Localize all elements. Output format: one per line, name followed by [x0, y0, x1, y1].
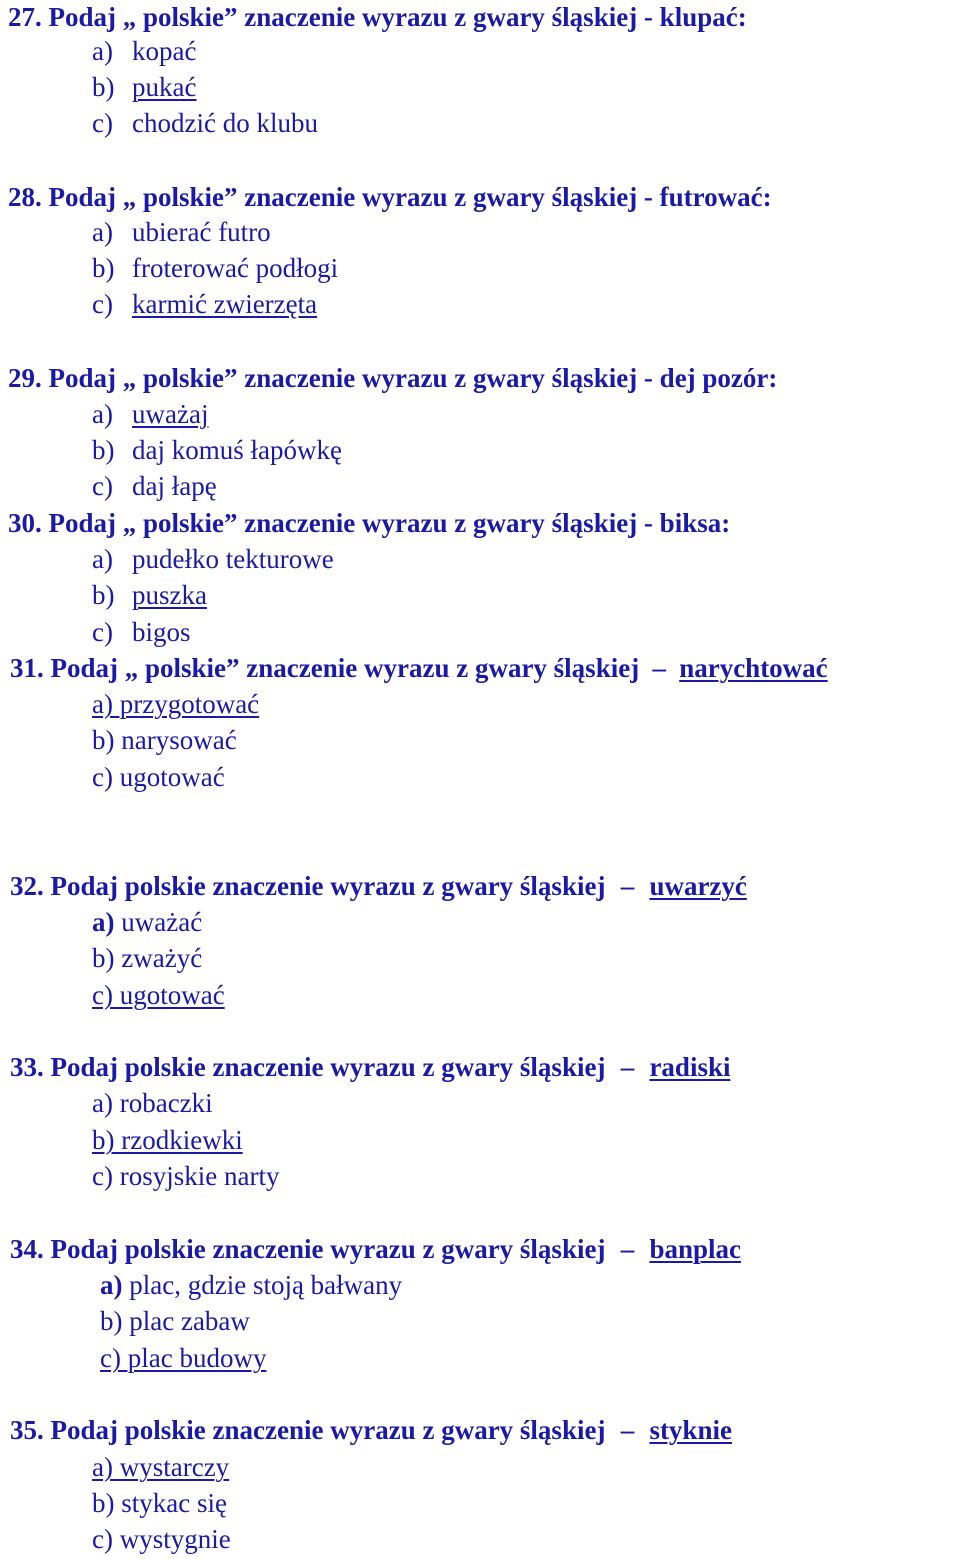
answer-34b: b) plac zabaw — [100, 1306, 250, 1336]
answer-33a: a) robaczki — [92, 1088, 213, 1118]
answer-32c: c) ugotować — [92, 980, 225, 1010]
slang-word: styknie — [649, 1415, 732, 1445]
answer-32a: a) uważać — [92, 907, 203, 937]
slang-word: banplac — [649, 1234, 741, 1264]
answer-29b: b) daj komuś łapówkę — [92, 435, 342, 465]
question-30: 30. Podaj „ polskie” znaczenie wyrazu z gwary śląskiej - biksa: — [8, 508, 731, 538]
answer-30b: b) puszka — [92, 580, 207, 610]
question-34: 34. Podaj polskie znaczenie wyrazu z gwary śląskiej – banplac — [10, 1234, 741, 1264]
slang-word: radiski — [649, 1052, 731, 1082]
slang-word: narychtować — [679, 653, 828, 683]
answer-29a: a) uważaj — [92, 399, 209, 429]
answer-34a: a) plac, gdzie stoją bałwany — [100, 1270, 403, 1300]
answer-31b: b) narysować — [92, 725, 237, 755]
answer-28b: b) froterować podłogi — [92, 253, 339, 283]
question-27: 27. Podaj „ polskie” znaczenie wyrazu z gwary śląskiej - klupać: — [8, 2, 747, 32]
question-35: 35. Podaj polskie znaczenie wyrazu z gwary śląskiej – styknie — [10, 1415, 732, 1445]
answer-33b: b) rzodkiewki — [92, 1125, 243, 1155]
answer-35a: a) wystarczy — [92, 1452, 230, 1482]
answer-28c: c) karmić zwierzęta — [92, 289, 318, 319]
answer-32b: b) zważyć — [92, 943, 203, 973]
answer-31a: a) przygotować — [92, 689, 260, 719]
answer-30c: c) bigos — [92, 617, 191, 647]
answer-27b: b) pukać — [92, 72, 197, 102]
question-33: 33. Podaj polskie znaczenie wyrazu z gwary śląskiej – radiski — [10, 1052, 731, 1082]
answer-30a: a) pudełko tekturowe — [92, 544, 334, 574]
question-29: 29. Podaj „ polskie” znaczenie wyrazu z gwary śląskiej - dej pozór: — [8, 363, 778, 393]
slang-word: uwarzyć — [649, 871, 747, 901]
answer-35c: c) wystygnie — [92, 1524, 231, 1554]
answer-27c: c) chodzić do klubu — [92, 108, 318, 138]
answer-28a: a) ubierać futro — [92, 217, 271, 247]
answer-31c: c) ugotować — [92, 762, 225, 792]
answer-29c: c) daj łapę — [92, 471, 217, 501]
answer-35b: b) stykac się — [92, 1488, 227, 1518]
question-32: 32. Podaj polskie znaczenie wyrazu z gwary śląskiej – uwarzyć — [10, 871, 747, 901]
answer-27a: a) kopać — [92, 36, 197, 66]
question-28: 28. Podaj „ polskie” znaczenie wyrazu z gwary śląskiej - futrować: — [8, 182, 772, 212]
answer-34c: c) plac budowy — [100, 1343, 267, 1373]
question-31: 31. Podaj „ polskie” znaczenie wyrazu z gwary śląskiej – narychtować — [10, 653, 828, 683]
answer-33c: c) rosyjskie narty — [92, 1161, 280, 1191]
